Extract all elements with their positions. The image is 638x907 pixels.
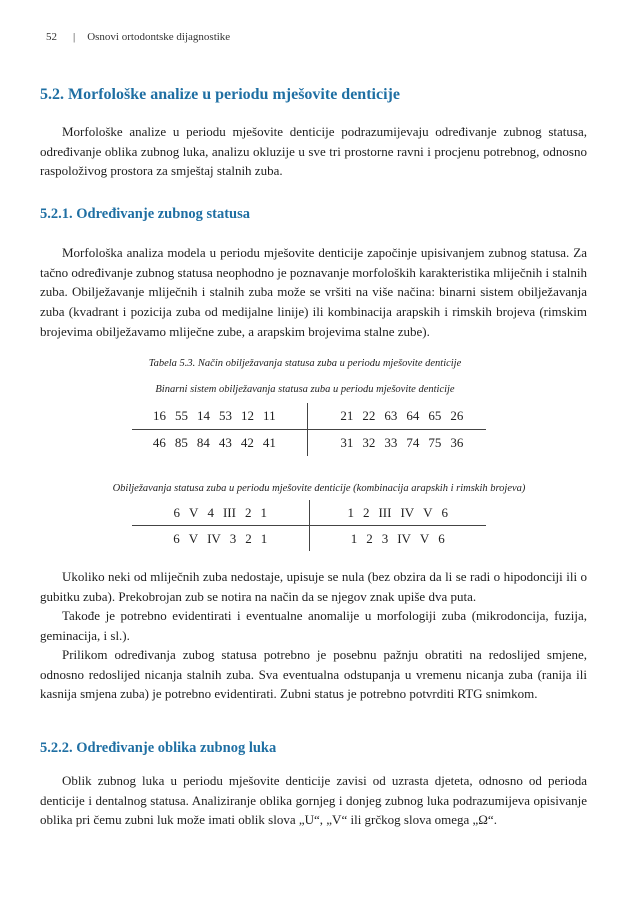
section-heading-5-2: 5.2. Morfološke analize u periodu mješovite denticije (40, 86, 400, 103)
tooth-code: 41 (262, 435, 276, 450)
tooth-code: 74 (406, 435, 420, 450)
page-number: 52 (46, 31, 57, 43)
tooth-code: 12 (241, 408, 255, 423)
table-caption: Tabela 5.3. Način obilježavanja statusa zuba u periodu mješovite denticije (148, 358, 462, 369)
header-separator: | (73, 31, 76, 43)
section-heading-5-2-1: 5.2.1. Određivanje zubnog statusa (40, 206, 251, 222)
tooth-code: 14 (197, 408, 211, 423)
lower-right-quadrant (307, 430, 486, 457)
tooth-code: 6 (438, 530, 445, 546)
tooth-code: 43 (218, 435, 232, 450)
lower-left-quadrant (132, 526, 309, 552)
binary-tooth-table (132, 403, 486, 456)
tooth-code: 64 (406, 408, 420, 423)
tooth-code: 11 (263, 408, 276, 423)
tooth-code: 3 (229, 530, 237, 546)
tooth-code: 63 (384, 408, 398, 423)
tooth-code: 65 (428, 408, 442, 423)
tooth-code: III (222, 504, 236, 520)
anomalies-paragraph: Takođe je potrebno evidentirati i eventualne anomalije u morfologiji zuba (mikrodoncija, fuzija, geminacija, i sl.). (40, 608, 587, 643)
tooth-code: 22 (362, 408, 376, 423)
tooth-code: 1 (347, 504, 354, 520)
combined-table-caption: Obilježavanja statusa zuba u periodu mješovite denticije (kombinacija arapskih i rimskih brojeva) (112, 483, 526, 494)
tooth-code: V (188, 530, 199, 546)
tooth-code: 2 (362, 504, 370, 520)
section-5-2-paragraph: Morfološke analize u periodu mješovite denticije podrazumijevaju određivanje zubnog statusa, određivanje oblika zubnog luka, analizu okluzije u sve tri prostorne ravni i procjenu potrebnog, odnosno raspoloživog prostora za smještaj stalnih zuba. (40, 124, 587, 179)
tooth-code: 1 (260, 530, 268, 546)
table-row (132, 526, 486, 552)
tooth-code: 6 (173, 504, 181, 520)
book-title: Osnovi ortodontske dijagnostike (87, 31, 231, 43)
tooth-code: 75 (428, 435, 442, 450)
upper-right-quadrant (309, 500, 486, 526)
tooth-code: 2 (244, 504, 252, 520)
running-header (46, 31, 230, 43)
tooth-code: 21 (340, 408, 354, 423)
table-row (132, 430, 486, 457)
section-5-2-2-paragraph: Oblik zubnog luka u periodu mješovite denticije zavisi od uzrasta djeteta, odnosno od perioda denticije i dentalnog statusa. Analiziranje oblika gornjeg i donjeg zubnog luka podrazumijeva opisivanje oblika pri čemu zubni luk može imati oblik slova „U“, „V“ ili grčkog slova omega „Ω“. (40, 773, 587, 828)
tooth-code: IV (400, 504, 415, 520)
tooth-code: 3 (381, 530, 389, 546)
section-5-2-1-paragraph: Morfološka analiza modela u periodu mješovite denticije započinje upisivanjem zubnog statusa. Za tačno određivanje zubnog statusa neophodno je poznavanje morfoloških karakteristika mliječnih i stalnih zuba. Obilježavanje mliječnih i stalnih zuba može se vršiti na više načina: binarni sistem obilježavanja zuba (kvadrant i pozicija zuba od medijalne linije) ili kombinacija arapskih i rimskih brojeva (rimskim brojevima obilježavamo mliječne zube, a arapskim brojevima stalne zube). (40, 245, 587, 339)
tooth-code: IV (207, 530, 221, 546)
upper-left-quadrant (132, 500, 309, 526)
tooth-code: 42 (240, 435, 254, 450)
upper-left-quadrant (132, 403, 307, 430)
upper-right-quadrant (307, 403, 486, 430)
tooth-code: V (423, 504, 433, 520)
table-row (132, 403, 486, 430)
tooth-code: 53 (219, 408, 233, 423)
lower-left-quadrant (132, 430, 307, 457)
tooth-code: IV (397, 530, 411, 546)
tooth-code: 84 (196, 435, 210, 450)
table-row (132, 500, 486, 526)
tooth-code: 6 (441, 504, 449, 520)
tooth-code: 32 (362, 435, 376, 450)
tooth-code: 1 (260, 504, 267, 520)
tooth-code: 55 (175, 408, 189, 423)
tooth-code: V (419, 530, 430, 546)
tooth-code: III (378, 504, 392, 520)
tooth-code: 2 (366, 530, 373, 546)
lower-right-quadrant (309, 526, 486, 552)
tooth-code: V (189, 504, 199, 520)
tooth-code: 16 (153, 408, 167, 423)
tooth-code: 26 (450, 408, 464, 423)
tooth-code: 46 (152, 435, 166, 450)
section-heading-5-2-2: 5.2.2. Određivanje oblika zubnog luka (40, 740, 277, 756)
tooth-code: 4 (207, 504, 214, 520)
tooth-code: 2 (245, 530, 252, 546)
missing-teeth-paragraph: Ukoliko neki od mliječnih zuba nedostaje, upisuje se nula (bez obzira da li se radi o hipodonciji ili o gubitku zuba). Prekobrojan zub se notira na način da se njegov znak upiše dva puta. (40, 569, 587, 604)
binary-table-caption: Binarni sistem obilježavanja statusa zuba u periodu mješovite denticije (155, 384, 455, 395)
tooth-code: 36 (450, 435, 464, 450)
tooth-code: 31 (340, 435, 354, 450)
combined-tooth-table (132, 500, 486, 551)
tooth-code: 85 (174, 435, 188, 450)
tooth-code: 6 (173, 530, 180, 546)
eruption-paragraph: Prilikom određivanja zubog statusa potrebno je posebnu pažnju obratiti na redoslijed smjene, odnosno redoslijed nicanja stalnih zuba. Sva eventualna odstupanja u vremenu nicanja zuba (ranija ili kasnija smjena zuba) je potrebno evidentirati. Zubni status je potrebno potvrditi RTG snimkom. (40, 647, 587, 702)
tooth-code: 33 (384, 435, 398, 450)
tooth-code: 1 (350, 530, 358, 546)
